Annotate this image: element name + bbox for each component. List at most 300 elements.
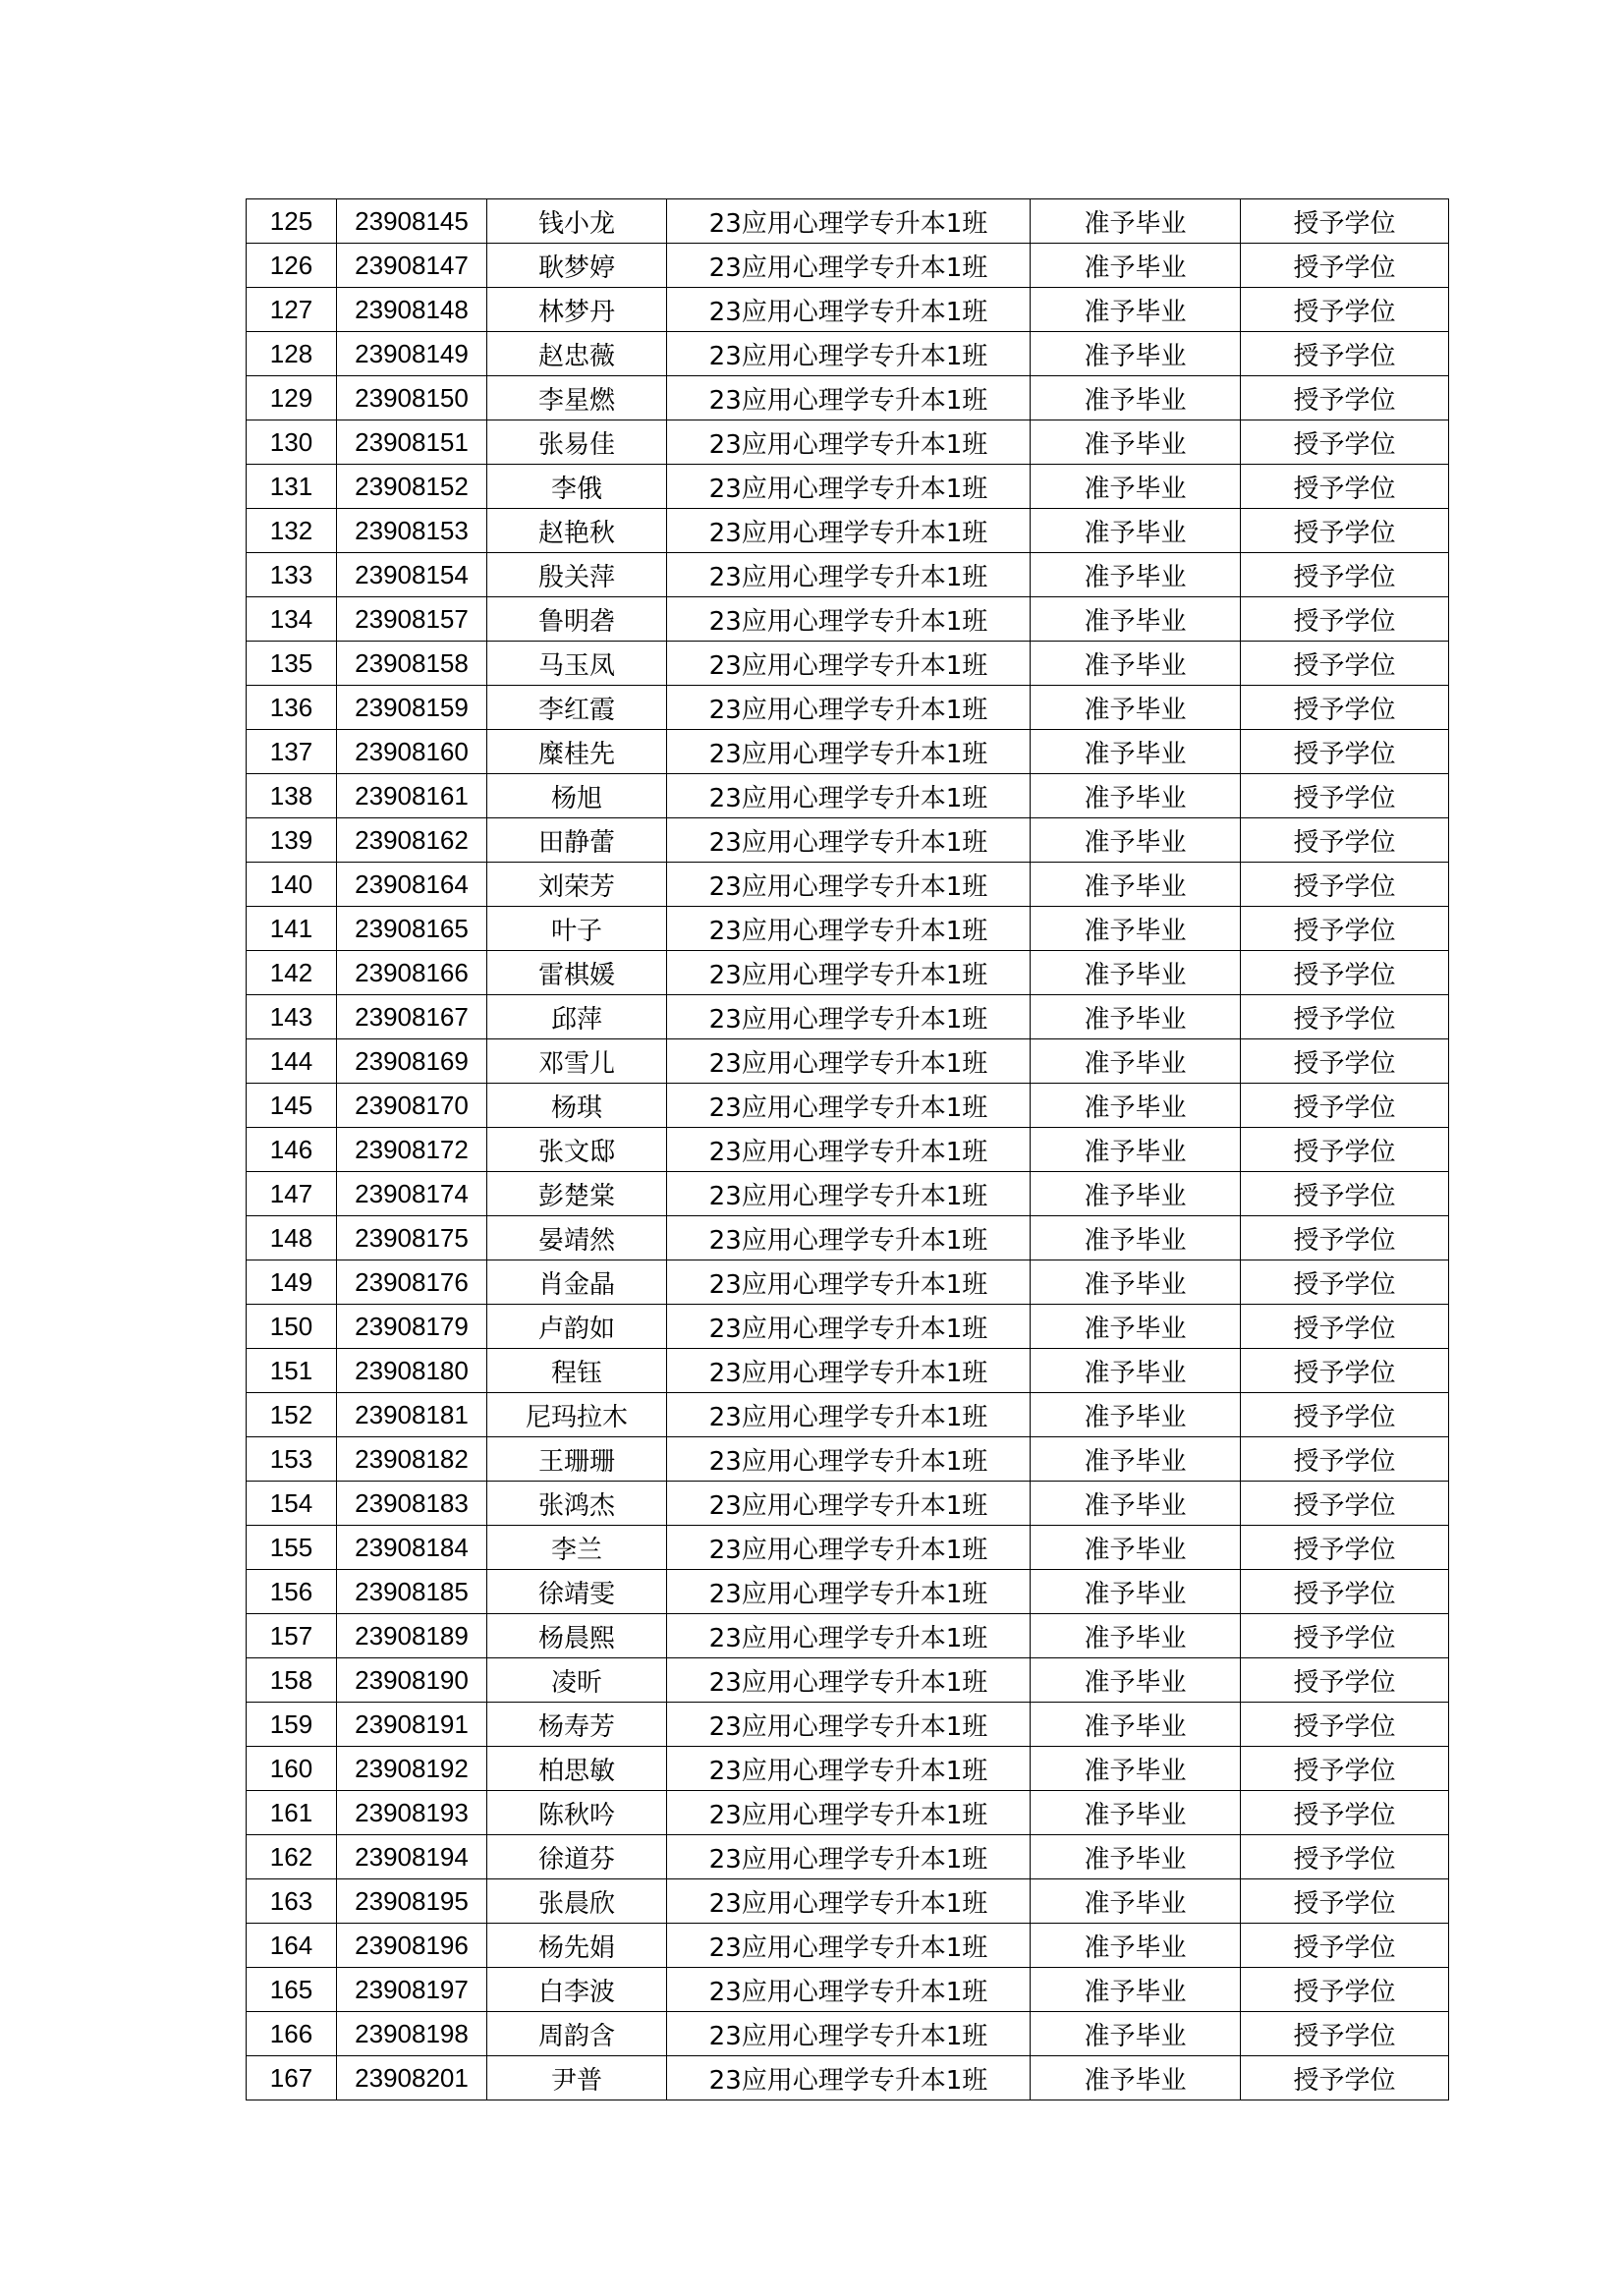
student-id-cell: 23908145 <box>337 199 487 244</box>
degree-status-cell: 授予学位 <box>1241 907 1449 951</box>
graduation-status-cell: 准予毕业 <box>1031 1614 1241 1658</box>
student-name-cell: 殷关萍 <box>487 553 667 597</box>
seq-number-cell: 147 <box>247 1172 337 1216</box>
student-id-cell: 23908152 <box>337 465 487 509</box>
degree-status-cell: 授予学位 <box>1241 774 1449 818</box>
student-id-cell: 23908194 <box>337 1835 487 1879</box>
degree-status-cell: 授予学位 <box>1241 1349 1449 1393</box>
graduation-status-cell: 准予毕业 <box>1031 1924 1241 1968</box>
seq-number-cell: 153 <box>247 1437 337 1482</box>
seq-number-cell: 129 <box>247 376 337 420</box>
student-name-cell: 张晨欣 <box>487 1879 667 1924</box>
degree-status-cell: 授予学位 <box>1241 244 1449 288</box>
table-row <box>247 818 1449 863</box>
class-name-cell: 23应用心理学专升本1班 <box>667 1260 1031 1305</box>
class-name-cell: 23应用心理学专升本1班 <box>667 1791 1031 1835</box>
class-name-cell: 23应用心理学专升本1班 <box>667 1172 1031 1216</box>
student-name-cell: 马玉凤 <box>487 642 667 686</box>
student-id-cell: 23908195 <box>337 1879 487 1924</box>
table-row <box>247 1835 1449 1879</box>
graduation-status-cell: 准予毕业 <box>1031 1747 1241 1791</box>
graduation-status-cell: 准予毕业 <box>1031 818 1241 863</box>
table-row <box>247 2056 1449 2100</box>
table-row <box>247 553 1449 597</box>
seq-number-cell: 146 <box>247 1128 337 1172</box>
seq-number-cell: 159 <box>247 1703 337 1747</box>
student-name-cell: 卢韵如 <box>487 1305 667 1349</box>
student-name-cell: 钱小龙 <box>487 199 667 244</box>
class-name-cell: 23应用心理学专升本1班 <box>667 288 1031 332</box>
student-id-cell: 23908184 <box>337 1526 487 1570</box>
student-id-cell: 23908172 <box>337 1128 487 1172</box>
student-id-cell: 23908189 <box>337 1614 487 1658</box>
seq-number-cell: 156 <box>247 1570 337 1614</box>
table-body <box>247 199 1449 2100</box>
table-row <box>247 1128 1449 1172</box>
seq-number-cell: 140 <box>247 863 337 907</box>
graduation-status-cell: 准予毕业 <box>1031 1570 1241 1614</box>
class-name-cell: 23应用心理学专升本1班 <box>667 863 1031 907</box>
seq-number-cell: 131 <box>247 465 337 509</box>
seq-number-cell: 143 <box>247 995 337 1039</box>
table-row <box>247 1172 1449 1216</box>
degree-status-cell: 授予学位 <box>1241 951 1449 995</box>
class-name-cell: 23应用心理学专升本1班 <box>667 1349 1031 1393</box>
graduation-status-cell: 准予毕业 <box>1031 199 1241 244</box>
class-name-cell: 23应用心理学专升本1班 <box>667 332 1031 376</box>
table-row <box>247 288 1449 332</box>
student-id-cell: 23908169 <box>337 1039 487 1084</box>
table-row <box>247 1614 1449 1658</box>
graduation-status-cell: 准予毕业 <box>1031 376 1241 420</box>
student-name-cell: 肖金晶 <box>487 1260 667 1305</box>
student-id-cell: 23908179 <box>337 1305 487 1349</box>
student-id-cell: 23908157 <box>337 597 487 642</box>
table-row <box>247 1084 1449 1128</box>
seq-number-cell: 167 <box>247 2056 337 2100</box>
degree-status-cell: 授予学位 <box>1241 863 1449 907</box>
degree-status-cell: 授予学位 <box>1241 1658 1449 1703</box>
seq-number-cell: 133 <box>247 553 337 597</box>
table-row <box>247 686 1449 730</box>
seq-number-cell: 154 <box>247 1482 337 1526</box>
graduation-status-cell: 准予毕业 <box>1031 686 1241 730</box>
student-id-cell: 23908182 <box>337 1437 487 1482</box>
graduation-status-cell: 准予毕业 <box>1031 1216 1241 1260</box>
class-name-cell: 23应用心理学专升本1班 <box>667 2056 1031 2100</box>
degree-status-cell: 授予学位 <box>1241 1879 1449 1924</box>
table-row <box>247 774 1449 818</box>
student-id-cell: 23908180 <box>337 1349 487 1393</box>
class-name-cell: 23应用心理学专升本1班 <box>667 995 1031 1039</box>
seq-number-cell: 157 <box>247 1614 337 1658</box>
student-name-cell: 邱萍 <box>487 995 667 1039</box>
degree-status-cell: 授予学位 <box>1241 1570 1449 1614</box>
table-row <box>247 951 1449 995</box>
graduation-status-cell: 准予毕业 <box>1031 951 1241 995</box>
student-name-cell: 程钰 <box>487 1349 667 1393</box>
student-id-cell: 23908196 <box>337 1924 487 1968</box>
degree-status-cell: 授予学位 <box>1241 199 1449 244</box>
degree-status-cell: 授予学位 <box>1241 1614 1449 1658</box>
graduation-status-cell: 准予毕业 <box>1031 1437 1241 1482</box>
graduation-status-cell: 准予毕业 <box>1031 1968 1241 2012</box>
table-row <box>247 420 1449 465</box>
class-name-cell: 23应用心理学专升本1班 <box>667 1216 1031 1260</box>
graduation-status-cell: 准予毕业 <box>1031 553 1241 597</box>
student-name-cell: 叶子 <box>487 907 667 951</box>
class-name-cell: 23应用心理学专升本1班 <box>667 1703 1031 1747</box>
class-name-cell: 23应用心理学专升本1班 <box>667 818 1031 863</box>
student-name-cell: 赵忠薇 <box>487 332 667 376</box>
degree-status-cell: 授予学位 <box>1241 332 1449 376</box>
seq-number-cell: 132 <box>247 509 337 553</box>
graduation-status-cell: 准予毕业 <box>1031 1835 1241 1879</box>
class-name-cell: 23应用心理学专升本1班 <box>667 1747 1031 1791</box>
student-name-cell: 尹普 <box>487 2056 667 2100</box>
graduation-status-cell: 准予毕业 <box>1031 730 1241 774</box>
degree-status-cell: 授予学位 <box>1241 1526 1449 1570</box>
table-row <box>247 907 1449 951</box>
seq-number-cell: 144 <box>247 1039 337 1084</box>
graduation-status-cell: 准予毕业 <box>1031 1039 1241 1084</box>
graduation-status-cell: 准予毕业 <box>1031 995 1241 1039</box>
seq-number-cell: 148 <box>247 1216 337 1260</box>
degree-status-cell: 授予学位 <box>1241 1260 1449 1305</box>
degree-status-cell: 授予学位 <box>1241 420 1449 465</box>
graduation-status-cell: 准予毕业 <box>1031 1703 1241 1747</box>
seq-number-cell: 126 <box>247 244 337 288</box>
student-name-cell: 周韵含 <box>487 2012 667 2056</box>
student-id-cell: 23908192 <box>337 1747 487 1791</box>
degree-status-cell: 授予学位 <box>1241 1968 1449 2012</box>
degree-status-cell: 授予学位 <box>1241 1393 1449 1437</box>
table-row <box>247 509 1449 553</box>
table-row <box>247 1791 1449 1835</box>
seq-number-cell: 150 <box>247 1305 337 1349</box>
degree-status-cell: 授予学位 <box>1241 730 1449 774</box>
table-row <box>247 1968 1449 2012</box>
degree-status-cell: 授予学位 <box>1241 509 1449 553</box>
class-name-cell: 23应用心理学专升本1班 <box>667 2012 1031 2056</box>
student-name-cell: 杨琪 <box>487 1084 667 1128</box>
class-name-cell: 23应用心理学专升本1班 <box>667 199 1031 244</box>
student-id-cell: 23908151 <box>337 420 487 465</box>
seq-number-cell: 127 <box>247 288 337 332</box>
seq-number-cell: 164 <box>247 1924 337 1968</box>
class-name-cell: 23应用心理学专升本1班 <box>667 907 1031 951</box>
graduation-status-cell: 准予毕业 <box>1031 1128 1241 1172</box>
class-name-cell: 23应用心理学专升本1班 <box>667 951 1031 995</box>
graduation-status-cell: 准予毕业 <box>1031 907 1241 951</box>
class-name-cell: 23应用心理学专升本1班 <box>667 686 1031 730</box>
degree-status-cell: 授予学位 <box>1241 2056 1449 2100</box>
class-name-cell: 23应用心理学专升本1班 <box>667 553 1031 597</box>
student-name-cell: 彭楚棠 <box>487 1172 667 1216</box>
graduation-status-cell: 准予毕业 <box>1031 1526 1241 1570</box>
student-name-cell: 白李波 <box>487 1968 667 2012</box>
student-name-cell: 邓雪儿 <box>487 1039 667 1084</box>
graduation-status-cell: 准予毕业 <box>1031 244 1241 288</box>
graduation-status-cell: 准予毕业 <box>1031 1172 1241 1216</box>
graduation-status-cell: 准予毕业 <box>1031 2012 1241 2056</box>
graduation-status-cell: 准予毕业 <box>1031 1879 1241 1924</box>
table-row <box>247 1393 1449 1437</box>
degree-status-cell: 授予学位 <box>1241 1128 1449 1172</box>
student-name-cell: 张鸿杰 <box>487 1482 667 1526</box>
degree-status-cell: 授予学位 <box>1241 1791 1449 1835</box>
seq-number-cell: 141 <box>247 907 337 951</box>
student-id-cell: 23908158 <box>337 642 487 686</box>
class-name-cell: 23应用心理学专升本1班 <box>667 730 1031 774</box>
student-id-cell: 23908183 <box>337 1482 487 1526</box>
class-name-cell: 23应用心理学专升本1班 <box>667 509 1031 553</box>
table-row <box>247 1658 1449 1703</box>
student-name-cell: 李俄 <box>487 465 667 509</box>
student-name-cell: 鲁明砻 <box>487 597 667 642</box>
seq-number-cell: 128 <box>247 332 337 376</box>
class-name-cell: 23应用心理学专升本1班 <box>667 642 1031 686</box>
degree-status-cell: 授予学位 <box>1241 1172 1449 1216</box>
graduation-status-cell: 准予毕业 <box>1031 1791 1241 1835</box>
graduation-status-cell: 准予毕业 <box>1031 1482 1241 1526</box>
seq-number-cell: 151 <box>247 1349 337 1393</box>
class-name-cell: 23应用心理学专升本1班 <box>667 1437 1031 1482</box>
student-id-cell: 23908176 <box>337 1260 487 1305</box>
degree-status-cell: 授予学位 <box>1241 553 1449 597</box>
student-name-cell: 徐道芬 <box>487 1835 667 1879</box>
table-row <box>247 332 1449 376</box>
degree-status-cell: 授予学位 <box>1241 1437 1449 1482</box>
student-id-cell: 23908191 <box>337 1703 487 1747</box>
table-row <box>247 1260 1449 1305</box>
degree-status-cell: 授予学位 <box>1241 1305 1449 1349</box>
table-row <box>247 642 1449 686</box>
degree-status-cell: 授予学位 <box>1241 1039 1449 1084</box>
graduation-status-cell: 准予毕业 <box>1031 288 1241 332</box>
seq-number-cell: 142 <box>247 951 337 995</box>
student-id-cell: 23908159 <box>337 686 487 730</box>
student-id-cell: 23908174 <box>337 1172 487 1216</box>
graduation-status-cell: 准予毕业 <box>1031 465 1241 509</box>
student-name-cell: 柏思敏 <box>487 1747 667 1791</box>
student-id-cell: 23908198 <box>337 2012 487 2056</box>
student-name-cell: 赵艳秋 <box>487 509 667 553</box>
student-id-cell: 23908162 <box>337 818 487 863</box>
table-row <box>247 1570 1449 1614</box>
graduation-status-cell: 准予毕业 <box>1031 1084 1241 1128</box>
degree-status-cell: 授予学位 <box>1241 995 1449 1039</box>
graduation-status-cell: 准予毕业 <box>1031 642 1241 686</box>
student-id-cell: 23908148 <box>337 288 487 332</box>
student-name-cell: 李兰 <box>487 1526 667 1570</box>
degree-status-cell: 授予学位 <box>1241 642 1449 686</box>
student-name-cell: 晏靖然 <box>487 1216 667 1260</box>
student-name-cell: 杨旭 <box>487 774 667 818</box>
seq-number-cell: 158 <box>247 1658 337 1703</box>
table-row <box>247 2012 1449 2056</box>
class-name-cell: 23应用心理学专升本1班 <box>667 244 1031 288</box>
seq-number-cell: 138 <box>247 774 337 818</box>
student-id-cell: 23908160 <box>337 730 487 774</box>
student-id-cell: 23908164 <box>337 863 487 907</box>
student-id-cell: 23908190 <box>337 1658 487 1703</box>
student-id-cell: 23908167 <box>337 995 487 1039</box>
student-name-cell: 杨寿芳 <box>487 1703 667 1747</box>
student-id-cell: 23908147 <box>337 244 487 288</box>
class-name-cell: 23应用心理学专升本1班 <box>667 1305 1031 1349</box>
student-id-cell: 23908193 <box>337 1791 487 1835</box>
student-id-cell: 23908150 <box>337 376 487 420</box>
seq-number-cell: 152 <box>247 1393 337 1437</box>
graduation-status-cell: 准予毕业 <box>1031 420 1241 465</box>
seq-number-cell: 145 <box>247 1084 337 1128</box>
degree-status-cell: 授予学位 <box>1241 1216 1449 1260</box>
table-row <box>247 244 1449 288</box>
table-row <box>247 376 1449 420</box>
degree-status-cell: 授予学位 <box>1241 818 1449 863</box>
class-name-cell: 23应用心理学专升本1班 <box>667 1614 1031 1658</box>
table-row <box>247 1747 1449 1791</box>
student-id-cell: 23908165 <box>337 907 487 951</box>
seq-number-cell: 161 <box>247 1791 337 1835</box>
class-name-cell: 23应用心理学专升本1班 <box>667 1968 1031 2012</box>
graduation-status-cell: 准予毕业 <box>1031 1658 1241 1703</box>
degree-status-cell: 授予学位 <box>1241 1747 1449 1791</box>
student-name-cell: 尼玛拉木 <box>487 1393 667 1437</box>
seq-number-cell: 134 <box>247 597 337 642</box>
degree-status-cell: 授予学位 <box>1241 376 1449 420</box>
seq-number-cell: 139 <box>247 818 337 863</box>
class-name-cell: 23应用心理学专升本1班 <box>667 1835 1031 1879</box>
seq-number-cell: 160 <box>247 1747 337 1791</box>
student-name-cell: 林梦丹 <box>487 288 667 332</box>
class-name-cell: 23应用心理学专升本1班 <box>667 420 1031 465</box>
table-row <box>247 1482 1449 1526</box>
student-id-cell: 23908175 <box>337 1216 487 1260</box>
graduation-status-cell: 准予毕业 <box>1031 1305 1241 1349</box>
student-name-cell: 陈秋吟 <box>487 1791 667 1835</box>
degree-status-cell: 授予学位 <box>1241 1924 1449 1968</box>
degree-status-cell: 授予学位 <box>1241 288 1449 332</box>
seq-number-cell: 165 <box>247 1968 337 2012</box>
class-name-cell: 23应用心理学专升本1班 <box>667 1084 1031 1128</box>
student-name-cell: 凌昕 <box>487 1658 667 1703</box>
student-id-cell: 23908201 <box>337 2056 487 2100</box>
class-name-cell: 23应用心理学专升本1班 <box>667 1482 1031 1526</box>
degree-status-cell: 授予学位 <box>1241 1835 1449 1879</box>
class-name-cell: 23应用心理学专升本1班 <box>667 376 1031 420</box>
student-name-cell: 杨先娟 <box>487 1924 667 1968</box>
table-row <box>247 1039 1449 1084</box>
seq-number-cell: 149 <box>247 1260 337 1305</box>
table-row <box>247 1349 1449 1393</box>
student-name-cell: 李红霞 <box>487 686 667 730</box>
student-name-cell: 田静蕾 <box>487 818 667 863</box>
table-row <box>247 1703 1449 1747</box>
seq-number-cell: 163 <box>247 1879 337 1924</box>
seq-number-cell: 137 <box>247 730 337 774</box>
class-name-cell: 23应用心理学专升本1班 <box>667 774 1031 818</box>
student-name-cell: 耿梦婷 <box>487 244 667 288</box>
table-row <box>247 995 1449 1039</box>
class-name-cell: 23应用心理学专升本1班 <box>667 1879 1031 1924</box>
class-name-cell: 23应用心理学专升本1班 <box>667 1924 1031 1968</box>
student-id-cell: 23908185 <box>337 1570 487 1614</box>
degree-status-cell: 授予学位 <box>1241 597 1449 642</box>
seq-number-cell: 125 <box>247 199 337 244</box>
student-id-cell: 23908166 <box>337 951 487 995</box>
class-name-cell: 23应用心理学专升本1班 <box>667 1658 1031 1703</box>
seq-number-cell: 130 <box>247 420 337 465</box>
table-row <box>247 730 1449 774</box>
table-row <box>247 465 1449 509</box>
degree-status-cell: 授予学位 <box>1241 1482 1449 1526</box>
degree-status-cell: 授予学位 <box>1241 1084 1449 1128</box>
table-row <box>247 199 1449 244</box>
seq-number-cell: 136 <box>247 686 337 730</box>
student-name-cell: 杨晨熙 <box>487 1614 667 1658</box>
graduation-status-cell: 准予毕业 <box>1031 509 1241 553</box>
student-id-cell: 23908197 <box>337 1968 487 2012</box>
table-row <box>247 1305 1449 1349</box>
student-name-cell: 王珊珊 <box>487 1437 667 1482</box>
class-name-cell: 23应用心理学专升本1班 <box>667 1526 1031 1570</box>
seq-number-cell: 162 <box>247 1835 337 1879</box>
student-name-cell: 徐靖雯 <box>487 1570 667 1614</box>
class-name-cell: 23应用心理学专升本1班 <box>667 1393 1031 1437</box>
graduation-status-cell: 准予毕业 <box>1031 774 1241 818</box>
class-name-cell: 23应用心理学专升本1班 <box>667 597 1031 642</box>
student-name-cell: 李星燃 <box>487 376 667 420</box>
student-id-cell: 23908181 <box>337 1393 487 1437</box>
graduation-status-cell: 准予毕业 <box>1031 1260 1241 1305</box>
student-id-cell: 23908170 <box>337 1084 487 1128</box>
class-name-cell: 23应用心理学专升本1班 <box>667 1128 1031 1172</box>
table-row <box>247 1879 1449 1924</box>
table-row <box>247 1526 1449 1570</box>
graduation-status-cell: 准予毕业 <box>1031 332 1241 376</box>
degree-status-cell: 授予学位 <box>1241 465 1449 509</box>
graduation-status-cell: 准予毕业 <box>1031 863 1241 907</box>
graduation-status-cell: 准予毕业 <box>1031 2056 1241 2100</box>
student-name-cell: 糜桂先 <box>487 730 667 774</box>
graduation-status-cell: 准予毕业 <box>1031 597 1241 642</box>
table-row <box>247 1216 1449 1260</box>
student-id-cell: 23908149 <box>337 332 487 376</box>
degree-status-cell: 授予学位 <box>1241 1703 1449 1747</box>
degree-status-cell: 授予学位 <box>1241 686 1449 730</box>
graduation-list-table <box>246 198 1449 2100</box>
seq-number-cell: 135 <box>247 642 337 686</box>
table-row <box>247 597 1449 642</box>
class-name-cell: 23应用心理学专升本1班 <box>667 1570 1031 1614</box>
table-row <box>247 1437 1449 1482</box>
table-row <box>247 1924 1449 1968</box>
student-id-cell: 23908154 <box>337 553 487 597</box>
student-id-cell: 23908161 <box>337 774 487 818</box>
degree-status-cell: 授予学位 <box>1241 2012 1449 2056</box>
seq-number-cell: 166 <box>247 2012 337 2056</box>
graduation-status-cell: 准予毕业 <box>1031 1393 1241 1437</box>
student-name-cell: 张文邸 <box>487 1128 667 1172</box>
seq-number-cell: 155 <box>247 1526 337 1570</box>
student-id-cell: 23908153 <box>337 509 487 553</box>
class-name-cell: 23应用心理学专升本1班 <box>667 1039 1031 1084</box>
student-name-cell: 刘荣芳 <box>487 863 667 907</box>
graduation-status-cell: 准予毕业 <box>1031 1349 1241 1393</box>
student-name-cell: 雷棋媛 <box>487 951 667 995</box>
